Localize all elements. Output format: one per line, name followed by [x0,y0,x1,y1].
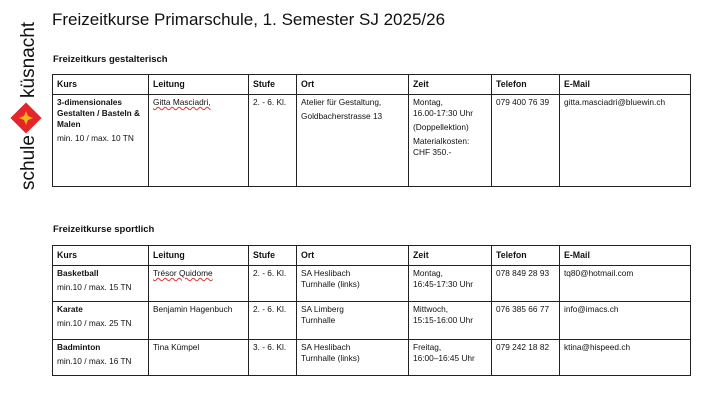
location-line: Turnhalle (links) [301,278,360,289]
time-line: Mittwoch, [413,304,449,314]
col-header-stufe: Stufe [249,246,297,266]
table-row [53,340,691,376]
participants: min.10 / max. 25 TN [57,317,132,328]
col-header-leitung: Leitung [149,75,249,95]
cell-stufe: 2. - 6. Kl. [249,302,297,340]
cell-zeit [409,340,492,376]
leader-name: Gitta Masciadri, [153,97,211,107]
logo-word-kuesnacht: küsnacht [18,21,39,98]
col-header-email: E-Mail [560,75,691,95]
page-title: Freizeitkurse Primarschule, 1. Semester SJ 2025/26 [52,10,446,29]
col-header-leitung: Leitung [149,246,249,266]
col-header-telefon: Telefon [492,246,560,266]
time-line: 15:15-16:00 Uhr [413,314,473,325]
cell-leitung: Tina Kümpel [149,340,249,376]
col-header-ort: Ort [297,246,409,266]
time-line: (Doppellektion) [413,121,469,132]
cell-kurs [53,266,149,302]
cell-stufe: 3. - 6. Kl. [249,340,297,376]
col-header-stufe: Stufe [249,75,297,95]
col-header-telefon: Telefon [492,75,560,95]
cell-leitung [149,266,249,302]
table-gestalterisch [52,74,691,187]
location-line: SA Heslibach [301,342,351,352]
time-line: 16:45-17:30 Uhr [413,278,473,289]
time-line: Montag, [413,97,443,107]
cell-zeit [409,266,492,302]
location-line: SA Limberg [301,304,344,314]
col-header-zeit: Zeit [409,75,492,95]
location-line: Atelier für Gestaltung, [301,97,382,107]
cell-ort [297,266,409,302]
cell-ort [297,302,409,340]
col-header-kurs: Kurs [53,75,149,95]
table-row [53,302,691,340]
time-line: Materialkosten: CHF 350.- [413,135,470,157]
school-logo [6,10,46,200]
participants: min.10 / max. 16 TN [57,355,132,366]
cell-email: tq80@hotmail.com [560,266,691,302]
table-row [53,95,691,187]
cell-email: ktina@hispeed.ch [560,340,691,376]
cell-kurs [53,302,149,340]
table-header-row [53,75,691,95]
course-name: Karate [57,304,83,314]
course-name: Basketball [57,268,99,278]
cell-ort [297,340,409,376]
cell-kurs [53,340,149,376]
section-heading-sportlich: Freizeitkurse sportlich [53,224,155,235]
cell-ort [297,95,409,187]
participants: min.10 / max. 15 TN [57,281,132,292]
time-line: 16.00-17:30 Uhr [413,107,473,118]
table-header-row [53,246,691,266]
logo-word-schule: schule [18,135,39,190]
table-row [53,266,691,302]
location-line: SA Heslibach [301,268,351,278]
course-name: 3-dimensionales Gestalten / Basteln & Malen [57,97,140,129]
logo-emblem-icon [10,102,41,133]
cell-stufe: 2. - 6. Kl. [249,95,297,187]
cell-telefon: 079 242 18 82 [492,340,560,376]
cell-kurs [53,95,149,187]
col-header-zeit: Zeit [409,246,492,266]
time-line: Montag, [413,268,443,278]
section-heading-gestalterisch: Freizeitkurs gestalterisch [53,54,168,65]
col-header-kurs: Kurs [53,246,149,266]
cell-email: gitta.masciadri@bluewin.ch [560,95,691,187]
leader-name: Trésor Quidome [153,268,213,278]
cell-telefon: 079 400 76 39 [492,95,560,187]
participants: min. 10 / max. 10 TN [57,132,134,143]
course-name: Badminton [57,342,101,352]
location-line: Turnhalle (links) [301,352,360,363]
col-header-email: E-Mail [560,246,691,266]
cell-stufe: 2. - 6. Kl. [249,266,297,302]
time-line: Freitag, [413,342,442,352]
cell-leitung: Benjamin Hagenbuch [149,302,249,340]
cell-leitung [149,95,249,187]
cell-email: info@imacs.ch [560,302,691,340]
time-line: 16:00–16:45 Uhr [413,352,475,363]
col-header-ort: Ort [297,75,409,95]
cell-zeit [409,95,492,187]
cell-telefon: 078 849 28 93 [492,266,560,302]
location-line: Turnhalle [301,314,336,325]
table-sportlich [52,245,691,376]
cell-telefon: 076 385 66 77 [492,302,560,340]
location-line: Goldbacherstrasse 13 [301,110,383,121]
cell-zeit [409,302,492,340]
